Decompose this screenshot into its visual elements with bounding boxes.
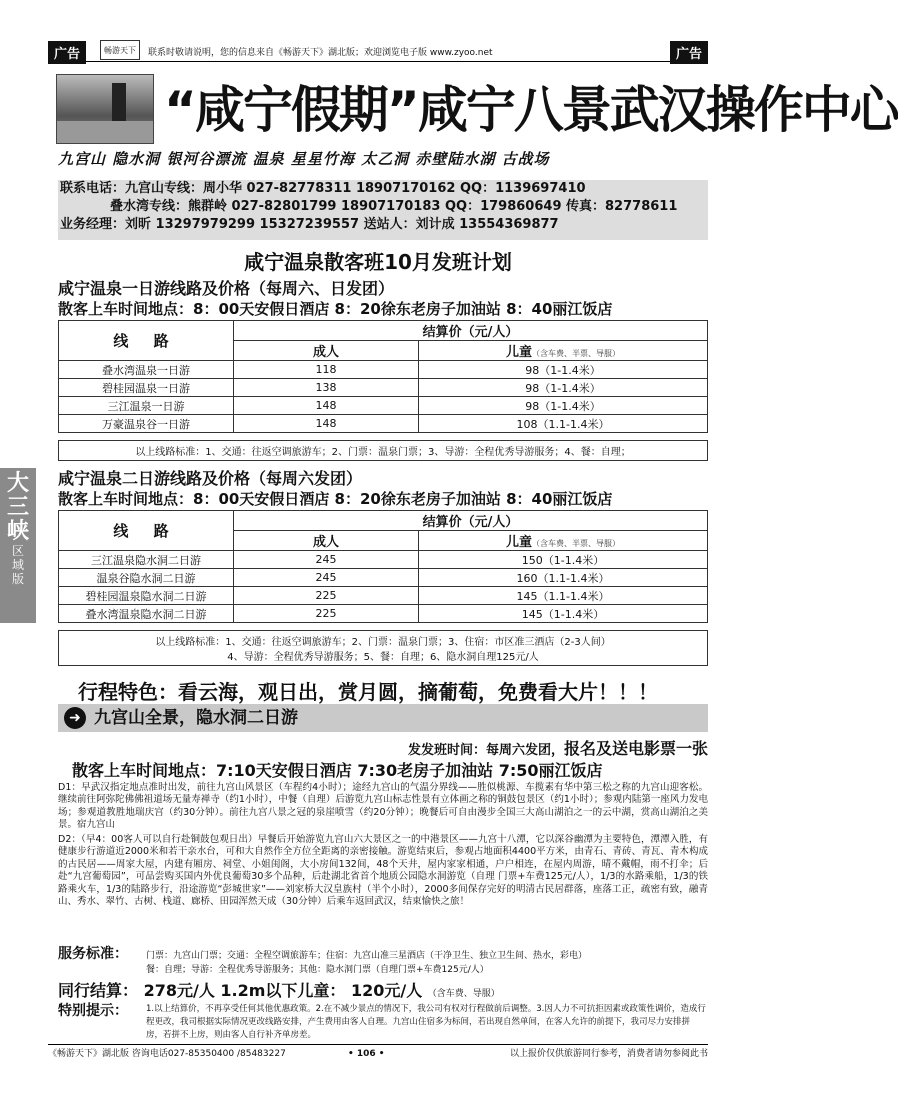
settlement-price [58,978,500,1001]
table-row [59,587,708,605]
child-price: 150（1-1.4米） [419,551,708,569]
route-cell: 温泉谷隐水洞二日游 [59,569,234,587]
table-row [59,361,708,379]
page-number: • 106 • [348,1049,385,1059]
itinerary-day-2: D2：（早4：00客人可以自行赴铜鼓包观日出）早餐后开始游览九宫山六大景区之一的中港景区——九宫十八潭，它以深谷幽潭为主要特色，潭潭入胜，有健康步行游道近2000米和若干亲水台，可和大自然作全方位全距离的亲密接触。游览结束后，参观占地面积4400平方米，由青石、青砖、青瓦、青木构成的古民居——周家大屋，内建有厢房、祠堂、小姐闺阁，大小房间132间，48个天井，屋内家家相通，户户相连，在屋内周游，晴不戴帽，雨不打伞；后赴“九宫葡萄园”，可品尝购买国内外优良葡萄30多个品种，后赴湖北省首个地质公园隐水洞游览（自理 门票+车费125元/人），1/3的水路乘船，1/3的铁路乘火车，1/3的陆路步行，沿途游览“彭城世家”——刘家桥大汉皇族村（半个小时），2000多间保存完好的明清古民居群落，座落工正，疏密有致，融青山、秀水、翠竹、古树、栈道、廊桥、田园浑然天成（30分钟）后乘车返回武汉，结束愉快之旅！ [58,834,708,908]
route-header: 线 路 [59,321,234,361]
service-body [146,949,706,977]
scenic-spots: 九宫山 隐水洞 银河谷漂流 温泉 星星竹海 太乙洞 赤壁陆水湖 古战场 [58,150,550,168]
adult-header: 成人 [234,341,419,361]
header [48,64,898,184]
table-row [59,397,708,415]
itinerary-day-1: D1：早武汉指定地点准时出发，前往九宫山风景区（车程约4小时）；途经九宫山的气温分界线——胜似桃源、车揽素有华中第三松之称的九宫山迎客松。继续前往阿弥陀佛佛祖道场无量寿禅寺（约1小时），中餐（自理）后游览九宫山标志性景有立体画之称的铜鼓包景区（约1小时）；参观内陆第一座风力发电场；参观道教胜地瑞庆宫（约30分钟）。前往九宫八景之冠的泉崖喷雪（约20分钟）；晚餐后可自由漫步全国三大高山湖泊之一的云中湖，赏高山湖泊之美景。宿九宫山 [58,782,708,831]
lake-shape [57,121,153,143]
jiugong-section-band [58,704,708,732]
adult-header: 成人 [234,531,419,551]
adult-price: 138 [234,379,419,397]
departure-text: 发发班时间：每周六发团， [407,743,564,758]
child-header: 儿童 [505,345,532,360]
table-row [59,569,708,587]
two-day-standard [58,630,708,666]
arrow-right-icon: ➜ [64,707,86,729]
settlement-text: 同行结算： 278元/人 1.2m以下儿童： 120元/人 [58,981,423,1000]
ad-label-right: 广告 [670,41,708,64]
child-price: 160（1.1-1.4米） [419,569,708,587]
table-row [59,415,708,433]
table-row [59,551,708,569]
service-line-2: 餐：自理；导游：全程优秀导游服务；其他：隐水洞门票（自理门票+车费125元/人） [146,965,489,975]
region-subtitle [0,544,36,586]
child-price: 108（1.1-1.4米） [419,415,708,433]
route-cell: 叠水湾温泉隐水洞二日游 [59,605,234,623]
contact-line-2: 叠水湾专线：熊群岭 027-82801799 18907170183 QQ：179860649 传真：82778611 [110,199,678,214]
child-price: 98（1-1.4米） [419,397,708,415]
ad-page [48,40,898,1065]
child-header-note: （含车费、半票、导服） [532,349,620,358]
child-header-note: （含车费、半票、导服） [532,539,620,548]
pagoda-photo [56,74,154,144]
footer-disclaimer: 以上报价仅供旅游同行参考，消费者请勿参阅此书 [509,1049,708,1059]
two-day-standard-line-1: 以上线路标准：1、交通：往返空调旅游车；2、门票：温泉门票；3、住宿：市区准三酒店（2-3人间） [155,637,611,648]
route-cell: 三江温泉一日游 [59,397,234,415]
adult-price: 225 [234,587,419,605]
route-header: 线 路 [59,511,234,551]
jiugong-section-title: 九宫山全景，隐水洞二日游 [94,708,298,728]
region-title [0,468,36,544]
region-side-tab [0,468,36,623]
adult-price: 225 [234,605,419,623]
child-header-cell [419,341,708,361]
top-notice: 联系时敬请说明，您的信息来自《畅游天下》湖北版；欢迎浏览电子版 www.zyoo.net [148,48,493,58]
route-cell: 三江温泉隐水洞二日游 [59,551,234,569]
adult-price: 148 [234,415,419,433]
top-bar [48,40,708,62]
child-price: 145（1.1-1.4米） [419,587,708,605]
service-line-1: 门票：九宫山门票；交通：全程空调旅游车；住宿：九宫山准三星酒店（干净卫生、独立卫生间、热水，彩电） [146,951,588,961]
child-price: 98（1-1.4米） [419,361,708,379]
one-day-standard: 以上线路标准：1、交通：往返空调旅游车；2、门票：温泉门票；3、导游：全程优秀导游服务；4、餐：自理； [58,440,708,461]
region-char: 三 [6,495,29,520]
child-price: 145（1-1.4米） [419,605,708,623]
table-row [59,605,708,623]
two-day-title: 咸宁温泉二日游线路及价格（每周六发团） [58,469,363,488]
adult-price: 245 [234,569,419,587]
route-cell: 碧桂园温泉隐水洞二日游 [59,587,234,605]
contact-box [58,180,708,240]
trip-features: 行程特色：看云海，观日出，赏月圆，摘葡萄，免费看大片！！！ [78,680,658,704]
region-sub-char: 域 [11,558,24,572]
service-label: 服务标准： [58,946,128,962]
two-day-pickup: 散客上车时间地点：8：00天安假日酒店 8：20徐东老房子加油站 8：40丽江饭店 [58,490,613,508]
ad-label-left: 广告 [48,41,86,64]
route-cell: 碧桂园温泉一日游 [59,379,234,397]
route-cell: 叠水湾温泉一日游 [59,361,234,379]
plan-title: 咸宁温泉散客班10月发班计划 [244,250,512,274]
two-day-standard-line-2: 4、导游：全程优秀导游服务；5、餐：自理；6、隐水洞自理125元/人 [227,652,539,663]
adult-price: 148 [234,397,419,415]
main-title: “咸宁假期”咸宁八景武汉操作中心 [164,81,898,139]
child-price: 98（1-1.4米） [419,379,708,397]
settlement-note: （含车费、导服） [427,989,500,999]
footer-contact: 《畅游天下》湖北版 咨询电话027-85350400 /85483227 [48,1049,286,1059]
jiugong-pickup: 散客上车时间地点：7:10天安假日酒店 7:30老房子加油站 7:50丽江饭店 [72,761,603,780]
two-day-price-table [58,510,708,623]
region-char: 大 [6,471,29,496]
route-cell: 万豪温泉谷一日游 [59,415,234,433]
table-row [59,379,708,397]
region-char: 峡 [6,519,29,544]
adult-price: 118 [234,361,419,379]
region-sub-char: 区 [11,544,24,558]
departure-info [408,736,708,759]
tips-label: 特别提示： [58,1003,128,1019]
price-header: 结算价（元/人） [234,321,708,341]
magazine-logo: 畅游天下 [100,40,140,60]
adult-price: 245 [234,551,419,569]
child-header: 儿童 [505,535,532,550]
contact-line-1: 联系电话：九宫山专线：周小华 027-82778311 18907170162 QQ：1139697410 [60,181,586,196]
contact-line-3: 业务经理：刘昕 13297979299 15327239557 送站人：刘计成 13554369877 [60,217,559,232]
price-header: 结算价（元/人） [234,511,708,531]
one-day-title: 咸宁温泉一日游线路及价格（每周六、日发团） [58,279,395,298]
departure-promo: 报名及送电影票一张 [563,739,708,758]
one-day-price-table [58,320,708,433]
child-header-cell [419,531,708,551]
page-footer [48,1044,708,1062]
tips-body: 1.以上结算价，不再享受任何其他优惠政策。2.在不减少景点的情况下，我公司有权对行程做前后调整。3.因人力不可抗拒因素或政策性调价，造成行程更改，我司根据实际情况更改线路安排，产生费用由客人自理。九宫山住宿多为标间，若出现自然单间，在客人允许的前提下，我司尽力安排拼房，若拼不上房，则由客人自行补齐单房差。 [146,1004,706,1040]
one-day-pickup: 散客上车时间地点：8：00天安假日酒店 8：20徐东老房子加油站 8：40丽江饭店 [58,300,613,318]
region-sub-char: 版 [11,572,24,586]
